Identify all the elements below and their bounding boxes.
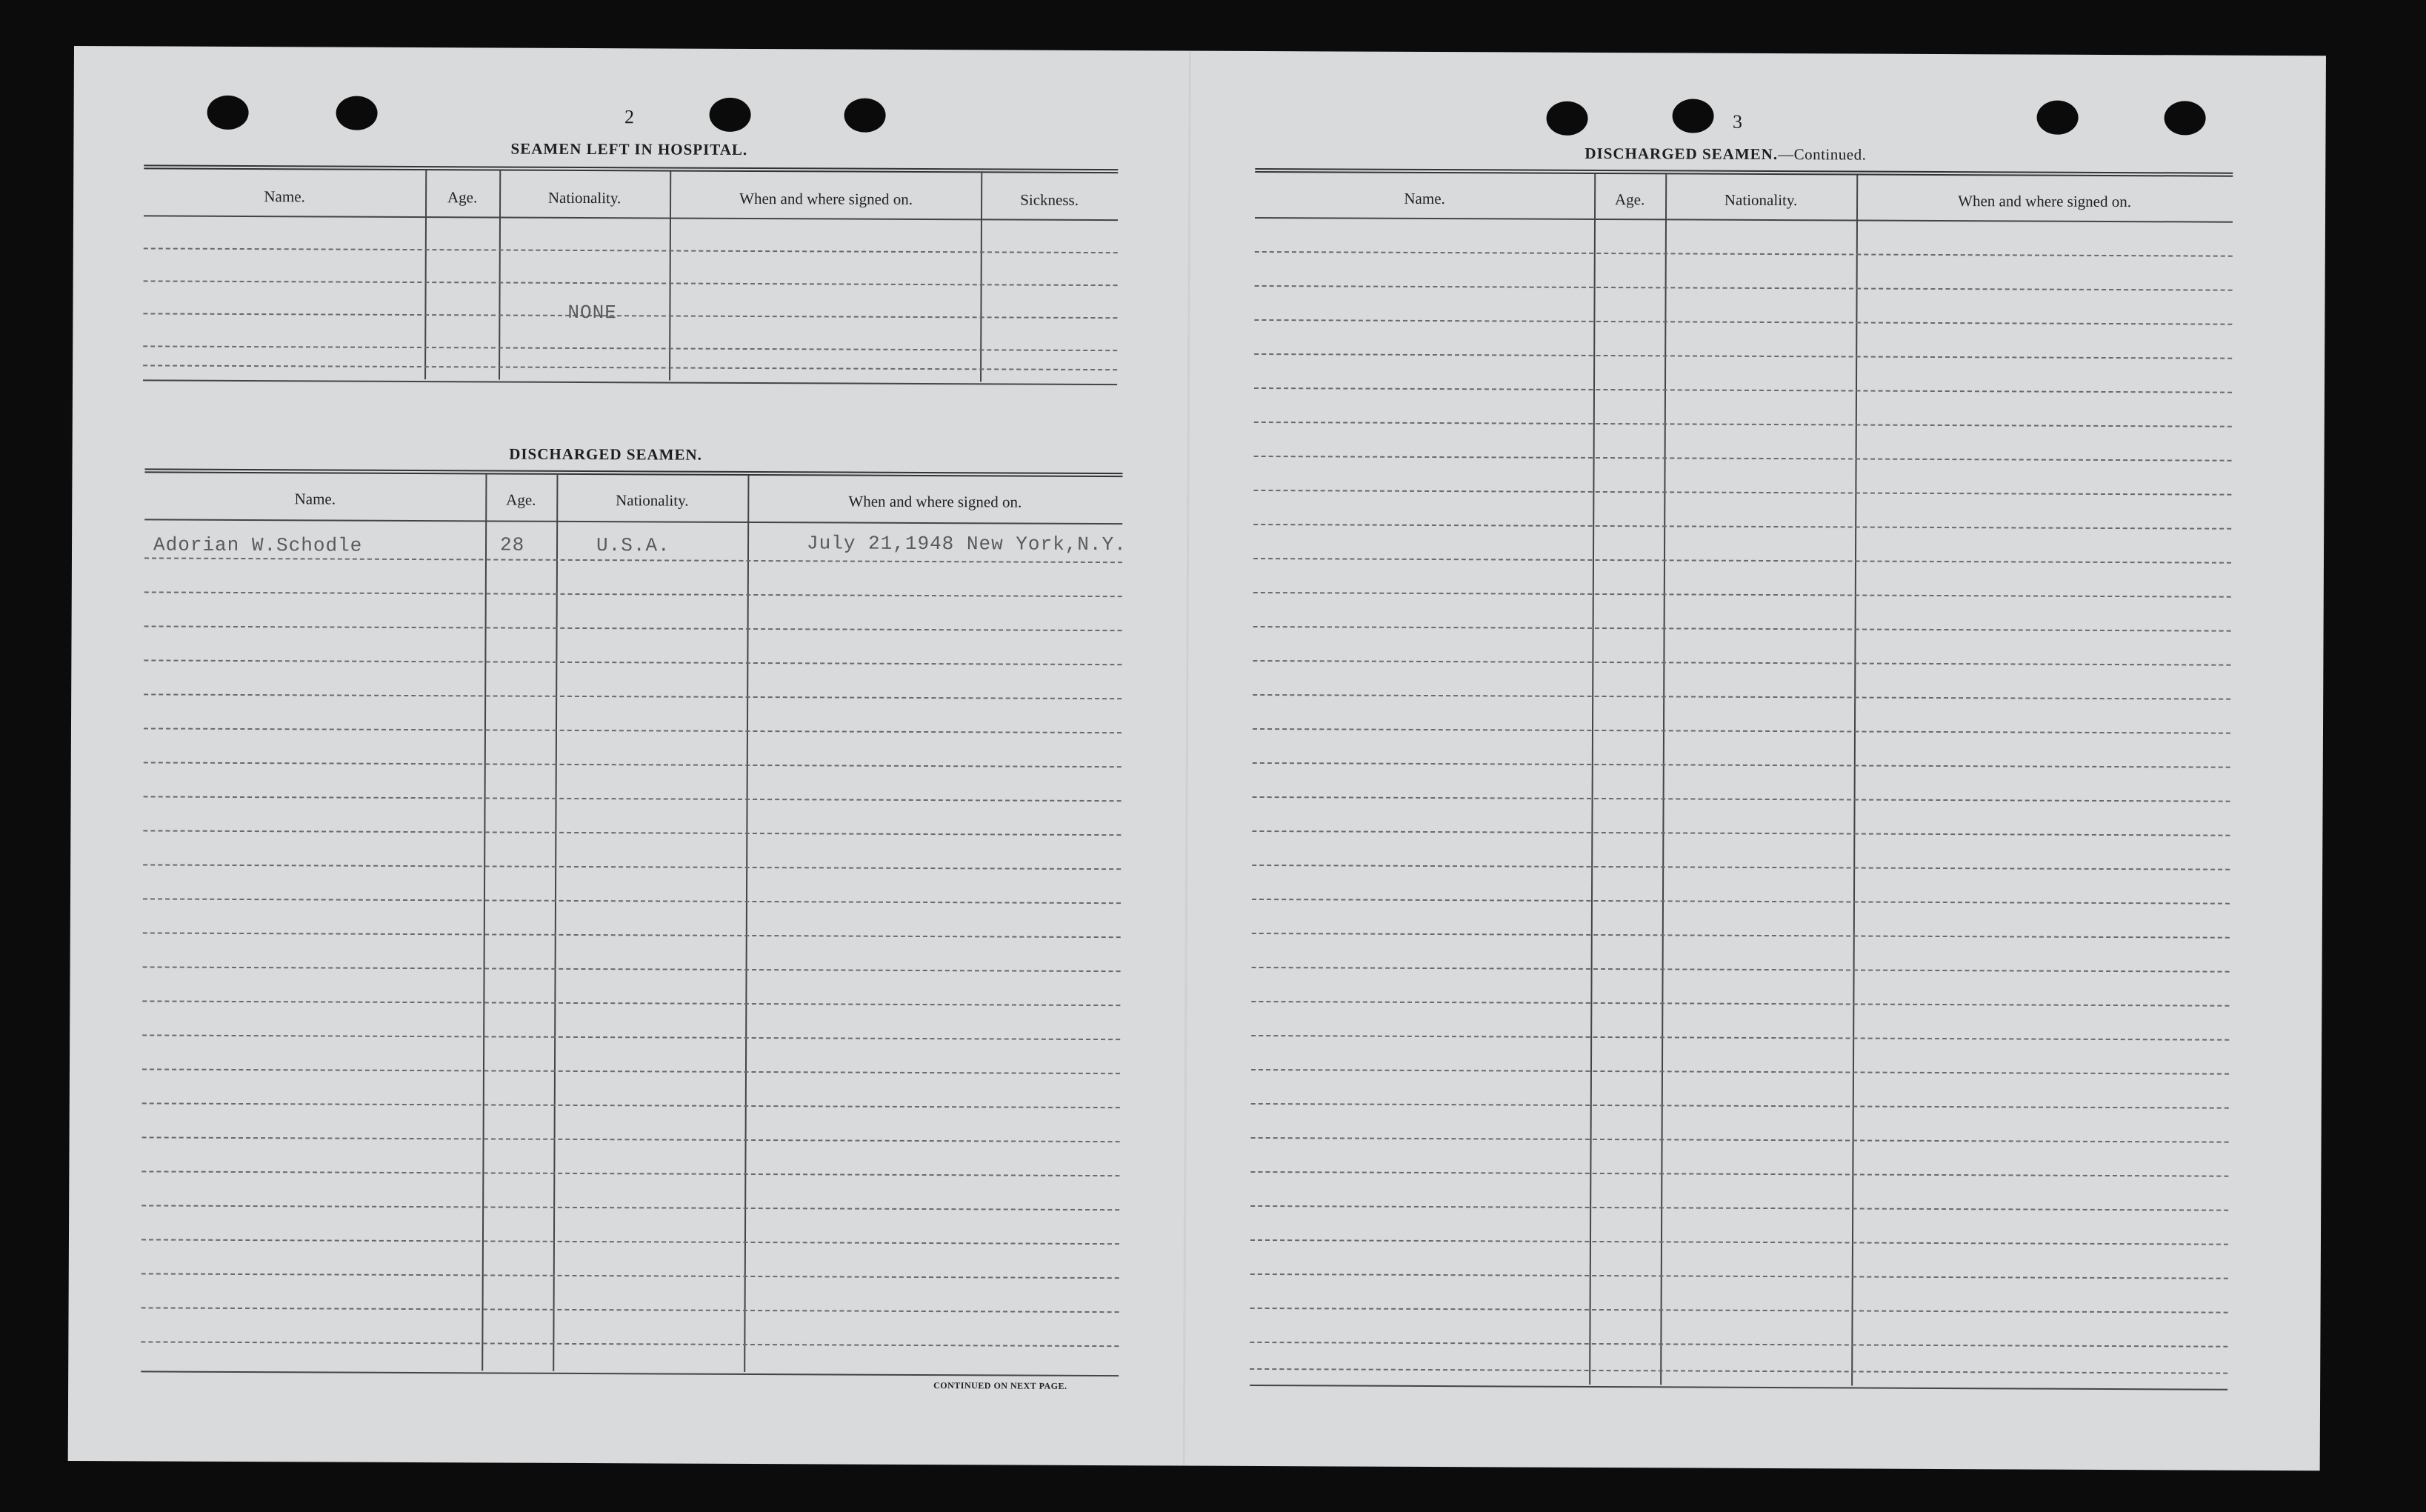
hospital-section-title: SEAMEN LEFT IN HOSPITAL. bbox=[510, 139, 748, 159]
entry-age: 28 bbox=[500, 533, 525, 556]
punch-hole bbox=[710, 98, 751, 132]
discharged-section-title: DISCHARGED SEAMEN. bbox=[509, 444, 702, 464]
punch-hole bbox=[207, 96, 249, 130]
col-header-nationality: Nationality. bbox=[616, 491, 689, 510]
right-page-title bbox=[1496, 144, 1955, 164]
ledger-sheet bbox=[68, 46, 2326, 1471]
punch-hole bbox=[844, 99, 886, 133]
col-header-signed-on: When and where signed on. bbox=[739, 189, 913, 208]
entry-name: Adorian W.Schodle bbox=[153, 533, 363, 557]
entry-signed-on: July 21,1948 New York,N.Y. bbox=[807, 532, 1127, 556]
col-header-name: Name. bbox=[294, 490, 336, 508]
discharged-table bbox=[141, 468, 1123, 1421]
punch-hole bbox=[2165, 101, 2206, 135]
right-title-text: DISCHARGED SEAMEN. bbox=[1584, 144, 1779, 164]
punch-hole bbox=[2037, 101, 2079, 135]
punch-hole bbox=[336, 96, 378, 130]
hospital-table bbox=[143, 164, 1118, 391]
continued-footer: CONTINUED ON NEXT PAGE. bbox=[933, 1380, 1067, 1391]
center-fold bbox=[1183, 51, 1191, 1466]
entry-nationality: U.S.A. bbox=[596, 534, 670, 557]
col-header-signed-on: When and where signed on. bbox=[1958, 192, 2132, 211]
col-header-age: Age. bbox=[1614, 190, 1645, 209]
right-title-continued: —Continued. bbox=[1778, 145, 1867, 164]
col-header-name: Name. bbox=[264, 187, 305, 206]
col-header-nationality: Nationality. bbox=[547, 188, 622, 207]
punch-hole bbox=[1673, 99, 1714, 133]
col-header-age: Age. bbox=[506, 490, 536, 509]
col-header-age: Age. bbox=[447, 188, 478, 207]
hospital-none-entry: NONE bbox=[567, 301, 617, 324]
punch-hole bbox=[1546, 101, 1587, 136]
page-number: 2 bbox=[624, 106, 635, 128]
discharged-continued-table bbox=[1250, 168, 2233, 1432]
col-header-nationality: Nationality. bbox=[1724, 190, 1798, 210]
page-number: 3 bbox=[1733, 110, 1743, 133]
col-header-name: Name. bbox=[1404, 189, 1445, 208]
col-header-sickness: Sickness. bbox=[1020, 190, 1079, 209]
col-header-signed-on: When and where signed on. bbox=[848, 492, 1022, 511]
